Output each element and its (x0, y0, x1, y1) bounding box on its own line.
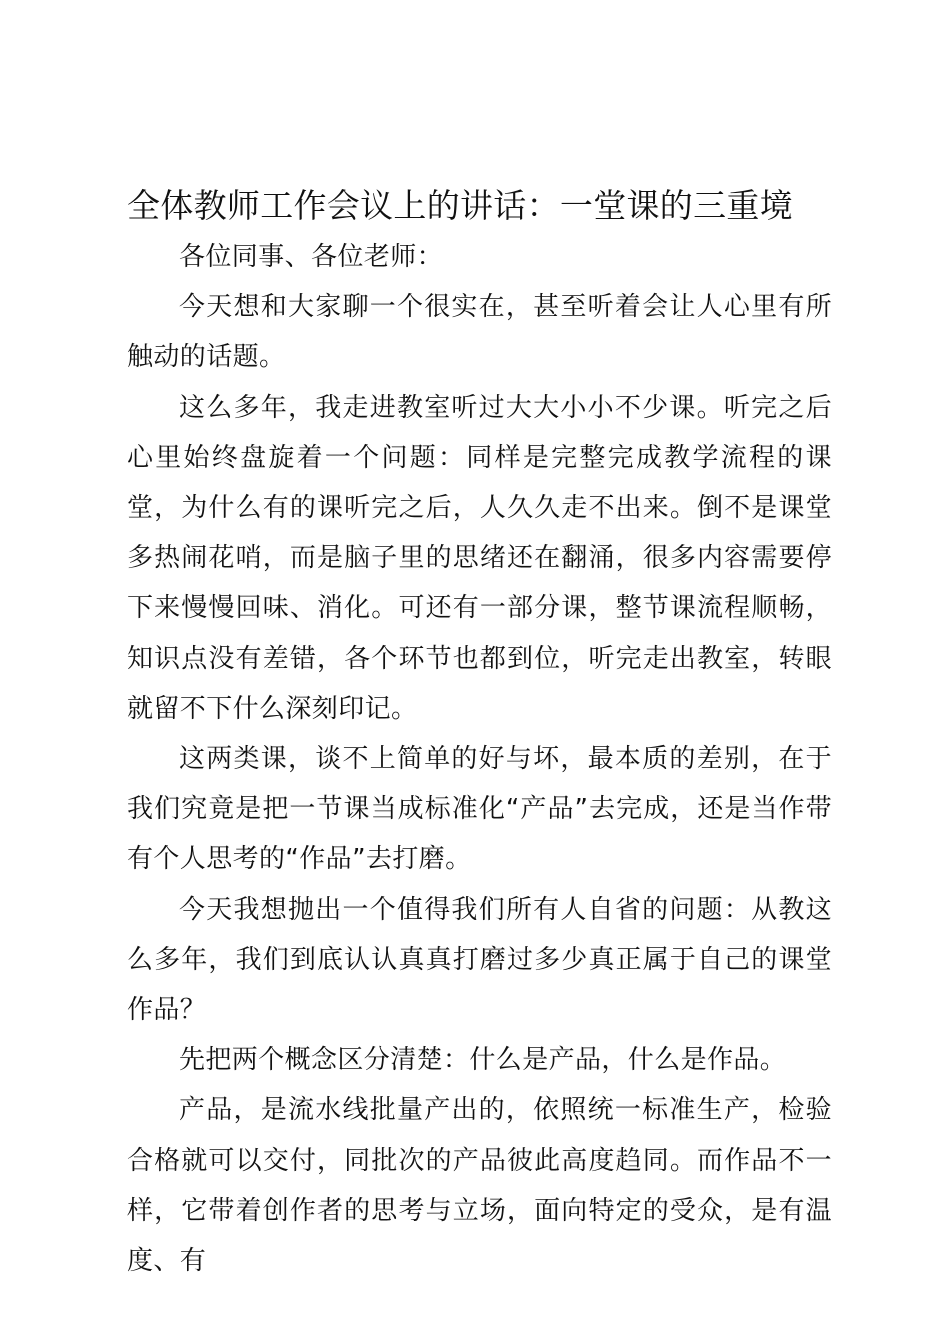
paragraph-greeting: 各位同事、各位老师： (179, 242, 444, 272)
paragraph: 这么多年，我走进教室听过大大小小不少课。听完之后心里始终盘旋着一个问题：同样是完整完成教学流程的课堂，为什么有的课听完之后，人久久走不出来。倒不是课堂多热闹花哨，而是脑子里的思绪还在翻涌，很多内容需要停下来慢慢回味、消化。可还有一部分课，整节课流程顺畅，知识点没有差错，各个环节也都到位，听完走出教室，转眼就留不下什么深刻印记。 (127, 392, 832, 724)
paragraph: 产品，是流水线批量产出的，依照统一标准生产，检验合格就可以交付，同批次的产品彼此高度趋同。而作品不一样，它带着创作者的思考与立场，面向特定的受众，是有温度、有 (127, 1095, 832, 1277)
document-page (127, 180, 832, 1286)
paragraph: 今天我想抛出一个值得我们所有人自省的问题：从教这么多年，我们到底认认真真打磨过多少真正属于自己的课堂作品？ (127, 894, 832, 1026)
document-title: 全体教师工作会议上的讲话：一堂课的三重境 (127, 186, 793, 225)
paragraph: 先把两个概念区分清楚：什么是产品，什么是作品。 (179, 1045, 787, 1076)
paragraph: 今天想和大家聊一个很实在，甚至听着会让人心里有所触动的话题。 (127, 292, 832, 373)
paragraph: 这两类课，谈不上简单的好与坏，最本质的差别，在于我们究竟是把一节课当成标准化“产品”去完成，还是当作带有个人思考的“作品”去打磨。 (127, 744, 832, 875)
